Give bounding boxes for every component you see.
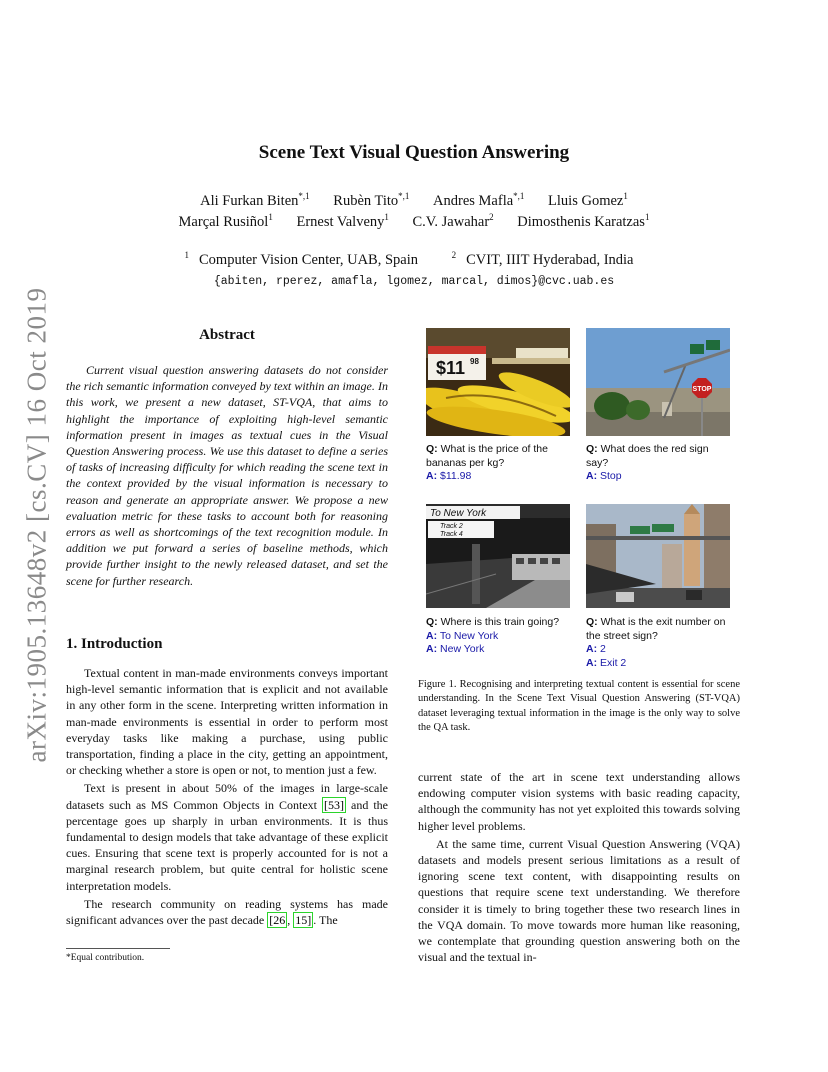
footnote-rule xyxy=(66,948,170,949)
author-emails: {abiten, rperez, amafla, lgomez, marcal, dimos}@cvc.uab.es xyxy=(213,275,615,288)
price-sign-cents: 98 xyxy=(470,357,479,366)
author: Andres Mafla$^{*,1}$ xyxy=(433,191,525,209)
citation-link[interactable]: [53] xyxy=(324,797,344,812)
introduction-body xyxy=(66,665,388,930)
authors-line-2 xyxy=(0,214,828,231)
body-paragraph: At the same time, current Visual Question Answering (VQA) datasets and models present serious limitations as a result of ignoring scene text content, with disappointing results on questions that require scene text understanding. We therefore consider it is timely to bring together these two research lines in the VQA domain. To move towards more human like reasoning, we contemplate that grounding question answering both on the visual and the textual in- xyxy=(418,836,740,965)
author: Lluis Gomez$^1$ xyxy=(548,191,628,209)
intro-paragraph: Text is present in about 50% of the images in large-scale datasets such as MS Common Objects in Context [53] and the percentage goes up sharply in urban environments. It is thus fundamental to design models that take advantage of these explicit cues. Ensuring that scene text is properly accounted for is not a marginal research problem, but quite central for holistic scene interpretation models. xyxy=(66,781,388,893)
body-paragraph: current state of the art in scene text understanding allows endowing computer vision systems with basic reading capacity, although the community has not yet exploited this towards solving higher level problems. xyxy=(418,770,740,833)
author: C.V. Jawahar$^2$ xyxy=(412,212,494,230)
intro-paragraph: Textual content in man-made environments conveys important high-level semantic information that is explicit and not available in any other form in the scene. Interpreting written information in man-made environments is essential in order to perform most everyday tasks like making a purchase, using public transportation, finding a place in the city, getting an appointment, or checking whether a store is open or not, to mention just a few. xyxy=(66,666,388,778)
stop-sign-text: STOP xyxy=(692,386,712,393)
figure-qa-4: Q: What is the exit number on the street sign? A: 2 A: Exit 2 xyxy=(586,616,726,669)
author: Ernest Valveny$^1$ xyxy=(296,212,389,230)
arxiv-sidebar xyxy=(18,287,56,763)
author: Ali Furkan Biten$^{*,1}$ xyxy=(200,191,310,209)
paper-title: Scene Text Visual Question Answering xyxy=(258,142,570,163)
affiliation: $^2$ CVIT, IIIT Hyderabad, India xyxy=(451,250,634,268)
figure-photo-stop-sign xyxy=(586,328,730,436)
track-sign-text: Track 4 xyxy=(440,531,463,538)
citation-link[interactable]: [26 xyxy=(269,913,286,928)
station-sign-text: To New York xyxy=(430,508,487,519)
affiliation: $^1$ Computer Vision Center, UAB, Spain xyxy=(184,250,418,268)
author: Dimosthenis Karatzas$^1$ xyxy=(517,212,650,230)
citation-link[interactable]: 15] xyxy=(295,913,312,928)
figure-caption: Figure 1. Recognising and interpreting textual content is essential for scene understanding. In the Scene Text Visual Question Answering (ST-VQA) dataset leveraging textual information in the image is the only way to solve the QA task. xyxy=(418,679,740,734)
right-column-body xyxy=(418,769,740,967)
figure-qa-1: Q: What is the price of the bananas per kg? A: $11.98 xyxy=(426,443,548,482)
introduction-heading: 1. Introduction xyxy=(66,636,163,652)
abstract-text: Current visual question answering datasets do not consider the rich semantic information conveyed by text within an image. In this work, we present a new dataset, ST-VQA, that aims to highlight the importance of exploiting high-level semantic information present in images as textual cues in the Visual Question Answering process. We use this dataset to define a series of tasks of increasing difficulty for which reading the scene text in the context provided by the visual information is necessary to reason and generate an appropriate answer. We propose a new evaluation metric for these tasks to account both for reasoning errors as well as shortcomings of the text recognition module. In addition we put forward a series of baseline methods, which provide further insight to the newly released dataset, and set the scene for further research. xyxy=(66,363,388,588)
footnote: *Equal contribution. xyxy=(66,953,145,963)
figure-qa-2: Q: What does the red sign say? A: Stop xyxy=(586,443,709,482)
abstract-heading: Abstract xyxy=(199,327,255,343)
intro-paragraph: The research community on reading systems has made significant advances over the past decade [26 , 15] . The xyxy=(66,896,388,928)
track-sign-text: Track 2 xyxy=(440,523,463,530)
author: Marçal Rusiñol$^1$ xyxy=(178,212,273,230)
affiliations xyxy=(0,252,828,269)
abstract-body xyxy=(66,362,388,589)
figure-photo-bananas xyxy=(426,328,570,436)
author: Rubèn Tito$^{*,1}$ xyxy=(333,191,410,209)
authors-line-1 xyxy=(0,193,828,210)
price-sign-text: $11 xyxy=(436,358,466,378)
figure-photo-train xyxy=(426,504,570,608)
figure-qa-3: Q: Where is this train going? A: To New York A: New York xyxy=(426,616,560,655)
arxiv-id: arXiv:1905.13648v2 [cs.CV] 16 Oct 2019 xyxy=(21,287,52,763)
figure-photo-street xyxy=(586,504,730,608)
